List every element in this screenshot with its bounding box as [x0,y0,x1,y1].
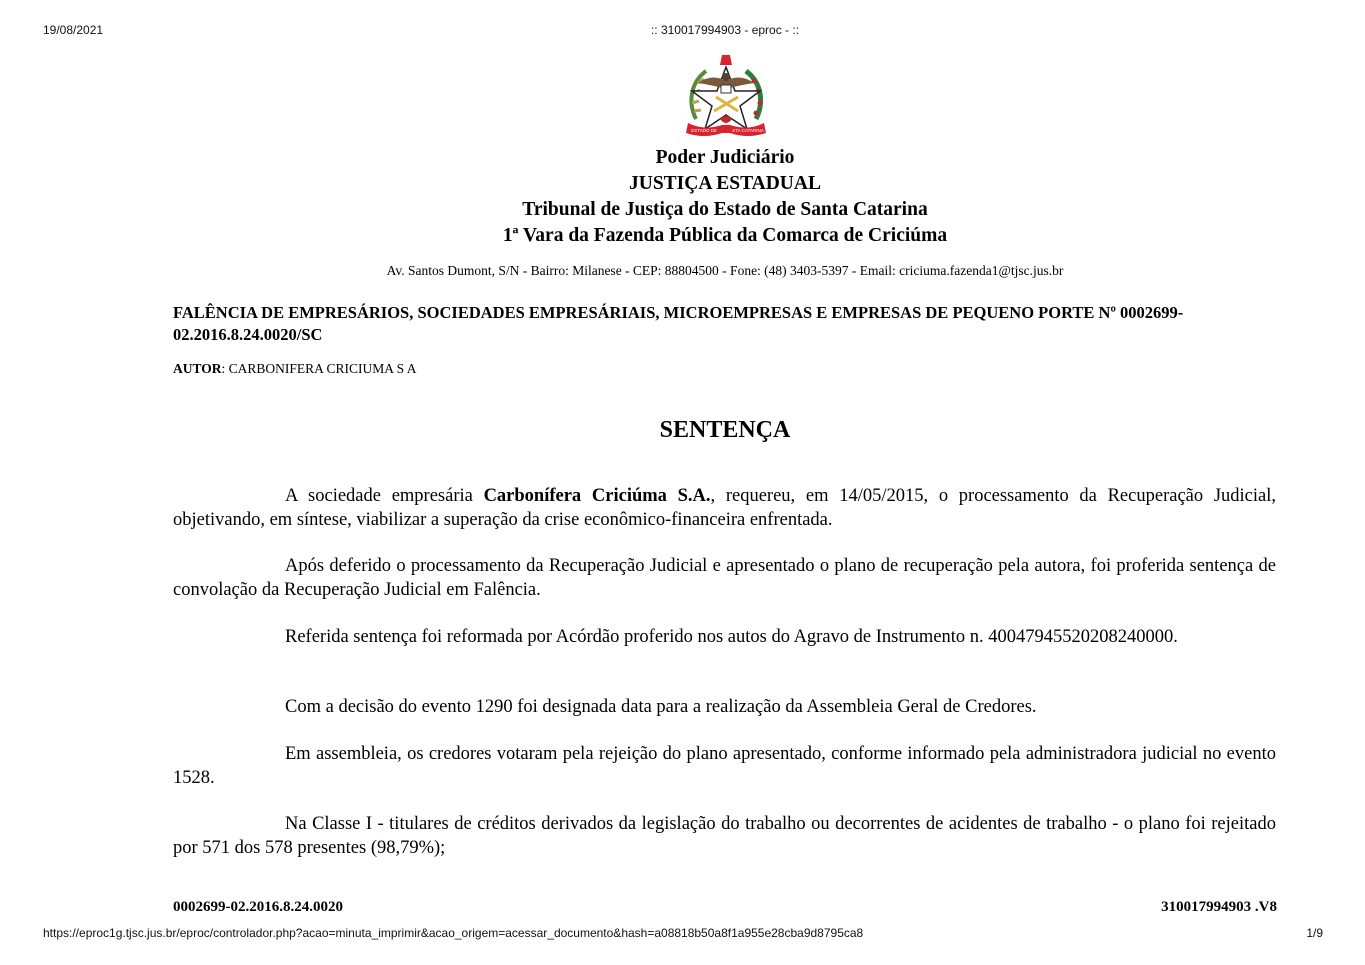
institution-line-tribunal: Tribunal de Justiça do Estado de Santa Catarina [522,199,928,220]
paragraph: Após deferido o processamento da Recuperação Judicial e apresentado o plano de recuperação pela autora, foi proferida sentença de convolação da Recuperação Judicial em Falência. [173,556,1276,600]
document-heading: SENTENÇA [659,417,791,443]
court-address: Av. Santos Dumont, S/N - Bairro: Milanese - CEP: 88804500 - Fone: (48) 3403-5397 - Email: criciuma.fazenda1@tjsc.jus.br [386,263,1064,278]
footer-document-id: 310017994903 .V8 [1161,899,1277,915]
institution-header [0,145,1365,249]
paragraph-text: , requereu, em 14/05/2015, o processamento da Recuperação Judicial, objetivando, em síntese, viabilizar a superação da crise econômico-financeira enfrentada. [173,486,1276,530]
ribbon-text-right: STA CATARINA [732,128,764,133]
paragraph: Com a decisão do evento 1290 foi designada data para a realização da Assembleia Geral de Credores. [285,697,1037,717]
print-footer [0,926,1365,942]
paragraph: Referida sentença foi reformada por Acórdão proferido nos autos do Agravo de Instrumento n. 40047945520208240000. [285,627,1178,647]
print-page-number: 1/9 [1306,926,1323,940]
case-author [173,361,1276,377]
coat-of-arms-svg [682,53,770,139]
print-date: 19/08/2021 [43,23,104,37]
paragraph-text: A sociedade empresária [285,486,484,506]
santa-catarina-coat-of-arms-icon [682,53,770,139]
shield-shape [721,85,731,93]
institution-line-state-justice: JUSTIÇA ESTADUAL [629,173,821,194]
cap-shape [720,55,732,65]
print-page-title: :: 310017994903 - eproc - :: [650,23,800,37]
ribbon-text-left: ESTADO DE [691,128,717,133]
author-label: AUTOR [173,361,222,376]
eagle-head-shape [722,73,730,81]
author-value: : CARBONIFERA CRICIUMA S A [221,361,417,376]
paragraph: Na Classe I - titulares de créditos derivados da legislação do trabalho ou decorrentes de acidentes de trabalho - o plano foi rejeitado por 571 dos 578 presentes (98,79%); [173,814,1276,858]
paragraph [173,484,1276,532]
institution-line-judiciary: Poder Judiciário [655,147,795,168]
institution-line-court: 1ª Vara da Fazenda Pública da Comarca de Criciúma [502,225,948,246]
paragraph: Em assembleia, os credores votaram pela rejeição do plano apresentado, conforme informado pela administradora judicial no evento 1528. [173,744,1276,788]
company-name: Carbonífera Criciúma S.A. [483,486,711,506]
case-title: FALÊNCIA DE EMPRESÁRIOS, SOCIEDADES EMPRESÁRIAIS, MICROEMPRESAS E EMPRESAS DE PEQUENO PORTE Nº 0002699-02.2016.8.24.0020/SC [173,303,1184,344]
footer-process-number: 0002699-02.2016.8.24.0020 [173,899,343,915]
print-url: https://eproc1g.tjsc.jus.br/eproc/controlador.php?acao=minuta_imprimir&acao_origem=acessar_documento&hash=a08818b50a8f1a955e28cba9d8795ca8 [43,926,864,940]
print-header [0,23,1365,39]
